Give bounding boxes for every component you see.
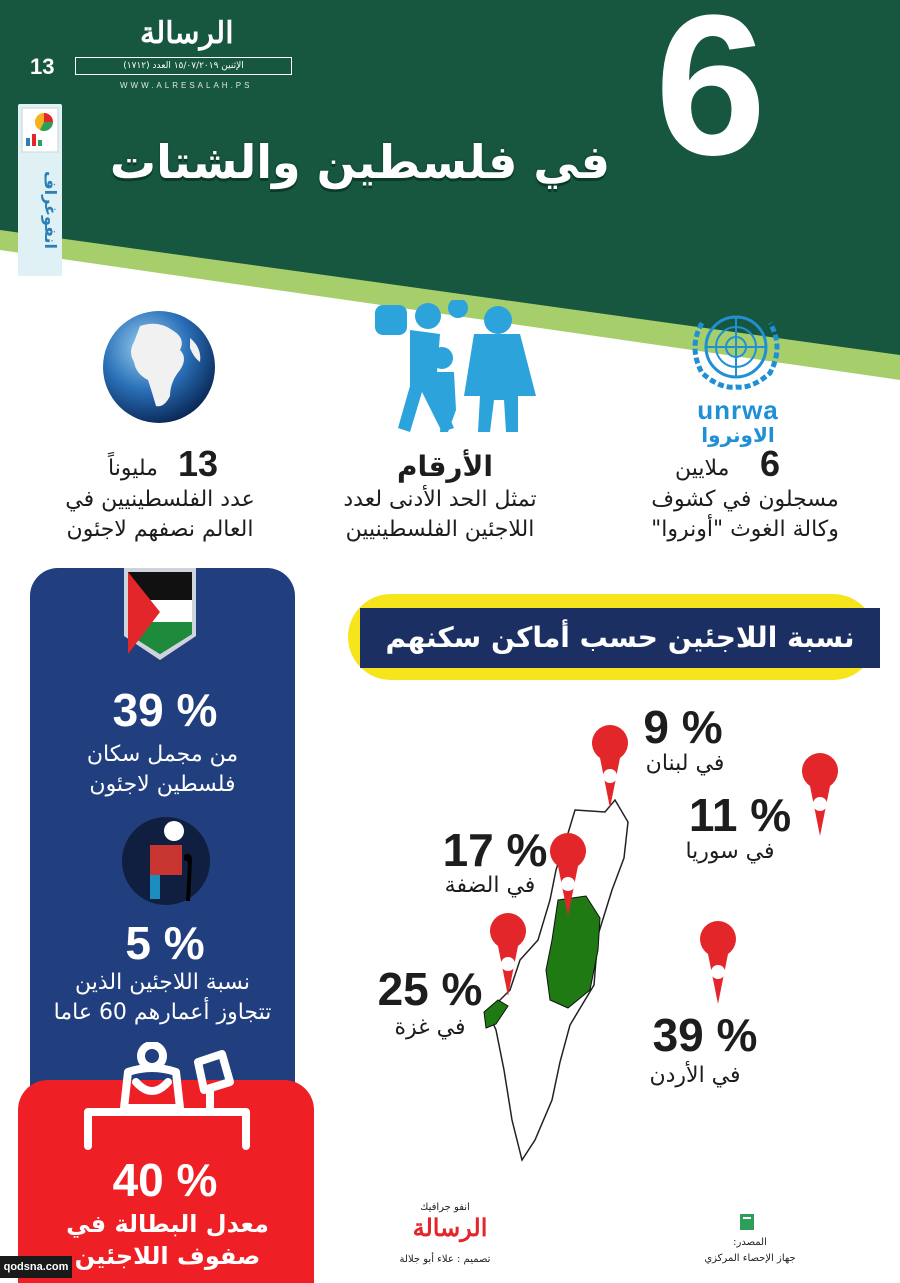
- unrwa-stat-number: 6: [760, 443, 781, 484]
- jordan-value: 39 %: [652, 1009, 758, 1061]
- website-url: WWW.ALRESALAH.PS: [120, 81, 253, 90]
- masthead-date: الإثنين ١٥/٠٧/٢٠١٩ العدد (١٧١٢): [75, 57, 292, 75]
- unrwa-stat-line: مسجلون في كشوف: [651, 487, 839, 512]
- pin-jordan-icon: [700, 921, 736, 1004]
- elderly-share-line: تتجاوز أعمارهم 60 عاما: [53, 1000, 272, 1025]
- world-stat-line: عدد الفلسطينيين في: [65, 487, 255, 512]
- unrwa-logo-ar: الاونروا: [701, 423, 775, 447]
- section-tab-label: انفوغراف: [41, 171, 60, 249]
- gaza-value: 25 %: [377, 963, 483, 1015]
- unrwa-stat-unit: ملايين: [675, 456, 730, 481]
- page-number: 13: [30, 54, 55, 79]
- refugee-share-line: فلسطين لاجئون: [89, 772, 236, 797]
- gaza-label: في غزة: [394, 1015, 466, 1040]
- footer-brand-label: انفو جرافيك: [420, 1202, 470, 1213]
- footer-designer: تصميم : علاء أبو جلالة: [399, 1254, 491, 1265]
- unemployment-line: صفوف اللاجئين: [74, 1242, 261, 1270]
- lebanon-label: في لبنان: [645, 751, 725, 776]
- book-icon: [738, 1212, 756, 1232]
- banner-title: نسبة اللاجئين حسب أماكن سكنهم: [385, 621, 855, 654]
- lebanon-value: 9 %: [643, 701, 723, 753]
- refugee-share-value: 39 %: [112, 684, 218, 736]
- headline-line2: ملايين لاجئ: [608, 222, 875, 276]
- westbank-label: في الضفة: [444, 873, 536, 898]
- elderly-share-line: نسبة اللاجئين الذين: [75, 970, 250, 995]
- world-stat-line: العالم نصفهم لاجئون: [66, 517, 254, 542]
- syria-value: 11 %: [688, 789, 792, 841]
- world-stat-number: 13: [178, 443, 219, 484]
- figures-stat-line: تمثل الحد الأدنى لعدد: [343, 487, 537, 512]
- jordan-label: في الأردن: [649, 1063, 741, 1088]
- watermark: qodsna.com: [0, 1256, 72, 1278]
- masthead-logo: الرسالة: [140, 16, 234, 51]
- refugee-share-line: من مجمل سكان: [86, 742, 239, 767]
- syria-label: في سوريا: [685, 839, 775, 864]
- pin-syria-icon: [802, 753, 838, 836]
- westbank-value: 17 %: [442, 824, 548, 876]
- unemployment-value: 40 %: [112, 1154, 218, 1206]
- headline-line1: في فلسطين والشتات: [109, 135, 610, 189]
- figures-stat-line: اللاجئين الفلسطينيين: [345, 517, 535, 542]
- unrwa-stat-line: وكالة الغوث "أونروا": [651, 517, 839, 542]
- world-stat-unit: مليوناً: [108, 456, 158, 481]
- footer-brand-logo: الرسالة: [412, 1213, 488, 1242]
- figures-stat-title: الأرقام: [397, 450, 493, 483]
- elderly-share-value: 5 %: [125, 917, 205, 969]
- footer-source-label: المصدر:: [733, 1237, 767, 1248]
- footer-source: جهاز الإحصاء المركزي: [704, 1253, 796, 1264]
- headline-number: 6: [655, 0, 767, 197]
- unrwa-logo-en: unrwa: [697, 395, 779, 425]
- unemployment-line: معدل البطالة في: [66, 1210, 269, 1238]
